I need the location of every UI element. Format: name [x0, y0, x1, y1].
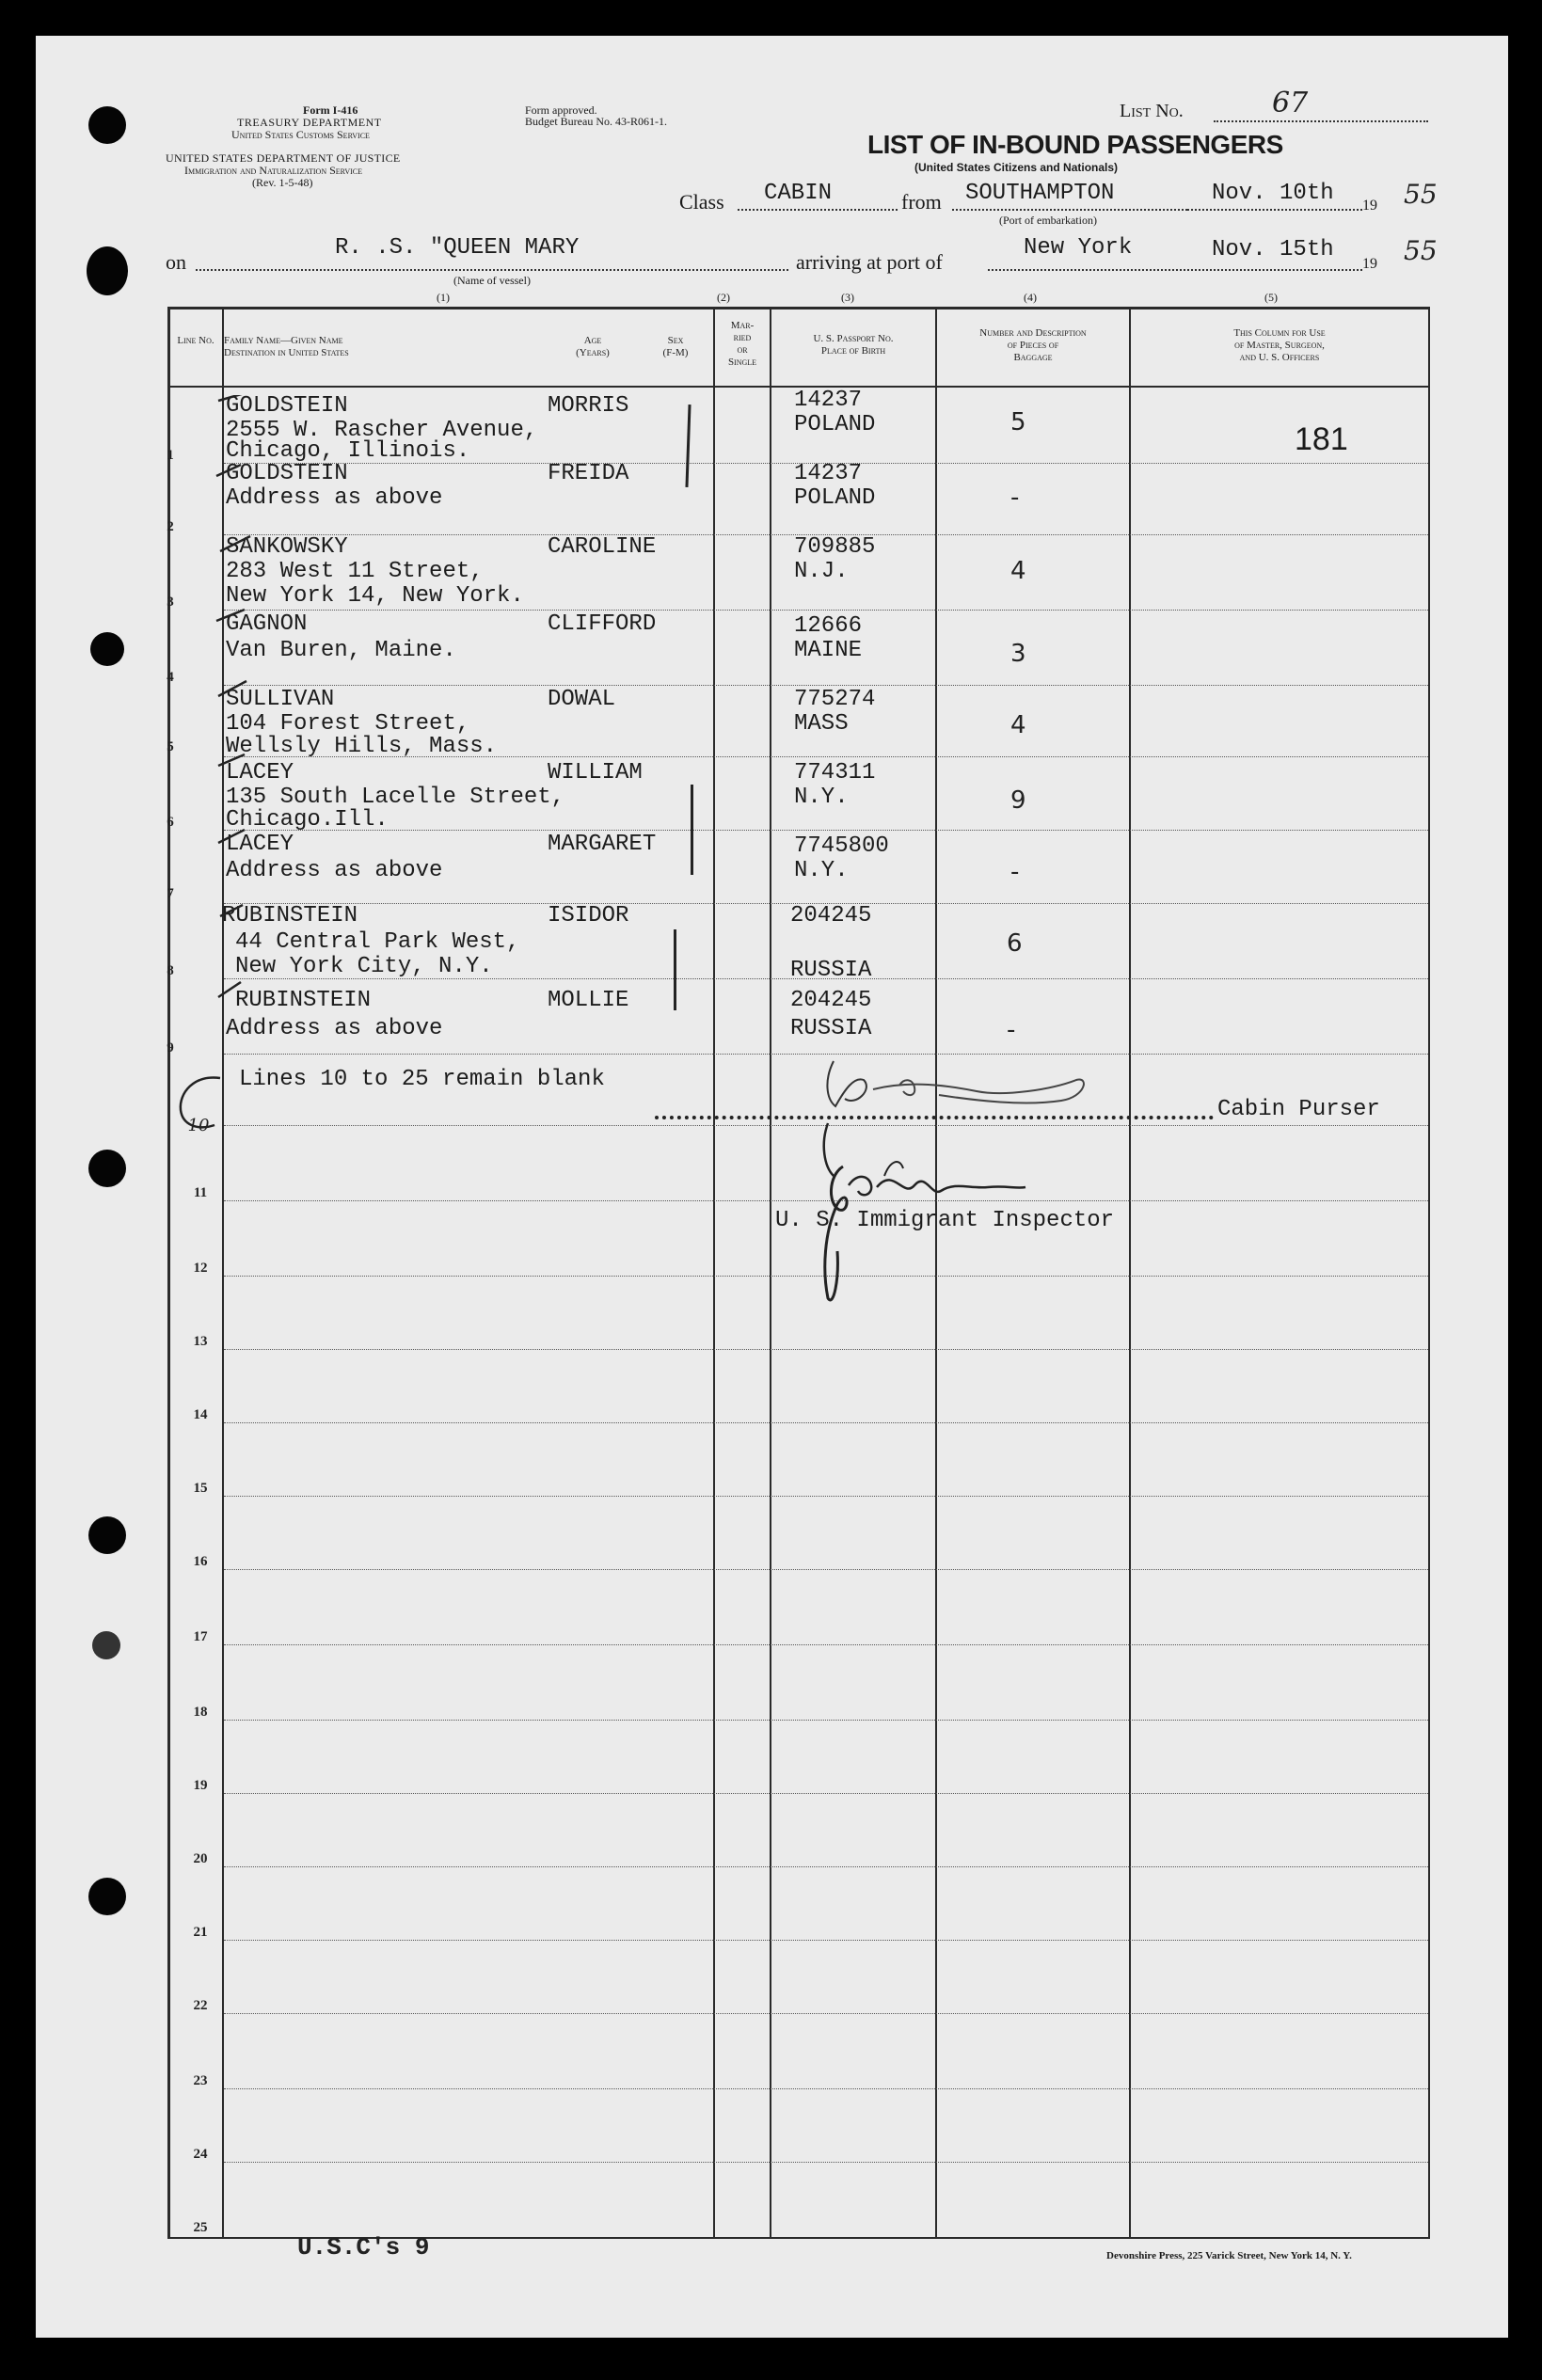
- line-number: 6: [167, 815, 174, 830]
- passport-no: 14237: [794, 461, 863, 486]
- birth-place: MAINE: [794, 638, 863, 663]
- document-title: LIST OF IN-BOUND PASSENGERS: [867, 130, 1283, 159]
- col-sex: Sex (F-M): [662, 335, 689, 358]
- birth-place: N.Y.: [794, 858, 849, 883]
- address-line: 135 South Lacelle Street,: [226, 785, 565, 810]
- birth-place: RUSSIA: [790, 1016, 872, 1041]
- given-name: CAROLINE: [548, 534, 657, 560]
- passport-no: 709885: [794, 534, 876, 560]
- row-separator: [224, 1644, 1428, 1645]
- justice-dept: UNITED STATES DEPARTMENT OF JUSTICE: [166, 151, 401, 165]
- family-name: RUBINSTEIN: [235, 988, 372, 1013]
- line-number: 21: [193, 1925, 208, 1940]
- line-number: 23: [193, 2073, 208, 2088]
- year-prefix-1: 19: [1362, 198, 1377, 214]
- col-num-4: (4): [1024, 291, 1037, 304]
- row-separator: [224, 1720, 1428, 1721]
- given-name: CLIFFORD: [548, 611, 657, 637]
- line-number: 17: [193, 1629, 208, 1644]
- family-name: GOLDSTEIN: [226, 393, 348, 419]
- port-embark-caption: (Port of embarkation): [999, 214, 1097, 227]
- line-number: 24: [193, 2147, 208, 2162]
- blank-lines-note: Lines 10 to 25 remain blank: [239, 1067, 605, 1092]
- passport-no: 204245: [790, 988, 872, 1013]
- address-line: New York 14, New York.: [226, 583, 524, 609]
- row-separator: [224, 1940, 1428, 1941]
- baggage-count: -: [1007, 1016, 1016, 1044]
- passport-no: 14237: [794, 388, 863, 413]
- line-number: 2: [167, 519, 174, 534]
- line-number: 8: [167, 963, 174, 978]
- baggage-count: -: [1010, 484, 1020, 512]
- passport-no: 774311: [794, 760, 876, 785]
- col-num-2: (2): [717, 291, 730, 304]
- birth-place: MASS: [794, 711, 849, 737]
- given-name: ISIDOR: [548, 903, 629, 928]
- row-separator: [224, 1496, 1428, 1497]
- line-number: 22: [193, 1998, 208, 2013]
- baggage-count: 4: [1010, 557, 1026, 585]
- budget-bureau: Budget Bureau No. 43-R061-1.: [525, 115, 667, 128]
- line-number: 14: [193, 1407, 208, 1422]
- arrival-date: Nov. 15th: [1212, 237, 1334, 262]
- punch-hole: [88, 1516, 126, 1554]
- row-separator: [224, 2013, 1428, 2014]
- family-name: GAGNON: [226, 611, 308, 637]
- col-name: Family Name—Given Name Destination in United States: [224, 335, 349, 358]
- punch-hole: [87, 246, 128, 295]
- address-line: 44 Central Park West,: [235, 929, 520, 955]
- line-number: 18: [193, 1705, 208, 1720]
- row-separator: [224, 1793, 1428, 1794]
- col-passport: U. S. Passport No. Place of Birth: [813, 333, 894, 357]
- printer-imprint: Devonshire Press, 225 Varick Street, New York 14, N. Y.: [1106, 2250, 1352, 2261]
- row-separator: [224, 685, 1428, 686]
- birth-place: N.Y.: [794, 785, 849, 810]
- revision: (Rev. 1-5-48): [252, 176, 313, 189]
- row-separator: [224, 1866, 1428, 1867]
- col-age: Age (Years): [576, 335, 610, 358]
- line-number: 4: [167, 670, 174, 685]
- footer-code: U.S.C's 9: [297, 2233, 430, 2261]
- line-number: 25: [193, 2220, 208, 2235]
- address-line: Wellsly Hills, Mass.: [226, 734, 498, 759]
- from-label: from: [901, 190, 942, 214]
- family-bracket: [691, 785, 693, 875]
- baggage-count: 9: [1010, 786, 1026, 815]
- line-number: 20: [193, 1851, 208, 1866]
- row-separator: [224, 2162, 1428, 2163]
- address-line: 104 Forest Street,: [226, 711, 470, 737]
- vessel-caption: (Name of vessel): [453, 274, 531, 287]
- from-value: SOUTHAMPTON: [965, 181, 1115, 206]
- birth-place: N.J.: [794, 559, 849, 584]
- ink-blot: [92, 1631, 120, 1659]
- col-num-5: (5): [1264, 291, 1278, 304]
- family-bracket: [674, 929, 676, 1010]
- address-line: Chicago, Illinois.: [226, 438, 470, 464]
- customs-service: United States Customs Service: [231, 128, 370, 141]
- family-name: SANKOWSKY: [226, 534, 348, 560]
- given-name: FREIDA: [548, 461, 629, 486]
- treasury-dept: TREASURY DEPARTMENT: [237, 116, 382, 129]
- col-officers: This Column for Use of Master, Surgeon, and U. S. Officers: [1233, 327, 1326, 363]
- family-name: RUBINSTEIN: [222, 903, 358, 928]
- row-separator: [224, 830, 1428, 831]
- depart-year: 55: [1404, 179, 1438, 210]
- address-line: 2555 W. Rascher Avenue,: [226, 418, 538, 443]
- ins: Immigration and Naturalization Service: [184, 164, 363, 177]
- on-label: on: [166, 250, 186, 274]
- address-line: 283 West 11 Street,: [226, 559, 484, 584]
- address-line: New York City, N.Y.: [235, 954, 493, 979]
- baggage-count: 5: [1010, 408, 1026, 436]
- line-number: 15: [193, 1481, 208, 1496]
- given-name: MOLLIE: [548, 988, 629, 1013]
- tick-marks: [213, 395, 278, 1072]
- address-line: Chicago.Ill.: [226, 807, 389, 833]
- col-line-no: Line No.: [177, 335, 215, 346]
- line-number: 5: [167, 739, 174, 754]
- line-number: 11: [193, 1185, 208, 1200]
- arrival-port: New York: [1024, 235, 1133, 261]
- baggage-count: 3: [1010, 640, 1026, 668]
- family-name: LACEY: [226, 760, 294, 785]
- given-name: DOWAL: [548, 687, 616, 712]
- passport-no: 204245: [790, 903, 872, 928]
- punch-hole: [88, 1150, 126, 1187]
- col-num-3: (3): [841, 291, 854, 304]
- list-no-label: List No.: [1120, 101, 1184, 121]
- table-top-border: [167, 307, 1430, 309]
- year-prefix-2: 19: [1362, 256, 1377, 272]
- passport-no: 12666: [794, 613, 863, 639]
- line-number: 9: [167, 1040, 174, 1055]
- ink-blot: [90, 632, 124, 666]
- line-number: 16: [193, 1554, 208, 1569]
- col-married: Mar- ried or Single: [727, 320, 757, 368]
- col-baggage: Number and Description of Pieces of Baggage: [979, 327, 1087, 363]
- address-line: Address as above: [226, 1016, 443, 1041]
- row-separator: [224, 1569, 1428, 1570]
- purser-signature: [788, 1052, 1127, 1127]
- col-num-1: (1): [437, 291, 450, 304]
- depart-date: Nov. 10th: [1212, 181, 1334, 206]
- baggage-count: 4: [1010, 711, 1026, 739]
- address-line: Van Buren, Maine.: [226, 638, 456, 663]
- punch-hole: [88, 1878, 126, 1915]
- passport-no: 775274: [794, 687, 876, 712]
- punch-hole: [88, 106, 126, 144]
- birth-place: POLAND: [794, 412, 876, 437]
- line-number: 10: [187, 1116, 210, 1135]
- row-separator: [224, 610, 1428, 611]
- line-number: 3: [167, 595, 174, 610]
- arrival-year: 55: [1404, 235, 1438, 266]
- row-separator: [224, 2088, 1428, 2089]
- form-number: Form I-416: [303, 103, 358, 117]
- officer-note: 181: [1295, 421, 1348, 457]
- line-number: 19: [193, 1778, 208, 1793]
- vessel-name: R. .S. "QUEEN MARY: [335, 235, 580, 261]
- birth-place: POLAND: [794, 485, 876, 511]
- form-approved: Form approved.: [525, 103, 597, 117]
- address-line: Address as above: [226, 858, 443, 883]
- address-line: Address as above: [226, 485, 443, 511]
- manifest-sheet: [36, 36, 1508, 2338]
- cabin-purser-label: Cabin Purser: [1217, 1097, 1380, 1122]
- given-name: MORRIS: [548, 393, 629, 419]
- row-separator: [224, 1349, 1428, 1350]
- class-value: CABIN: [764, 181, 833, 206]
- given-name: MARGARET: [548, 832, 657, 857]
- baggage-count: -: [1010, 858, 1020, 886]
- passport-no: 7745800: [794, 833, 889, 859]
- family-name: GOLDSTEIN: [226, 461, 348, 486]
- baggage-count: 6: [1007, 929, 1023, 958]
- family-name: SULLIVAN: [226, 687, 335, 712]
- arriving-label: arriving at port of: [796, 250, 943, 274]
- row-separator: [224, 1422, 1428, 1423]
- line-number: 7: [167, 886, 174, 901]
- line-number: 1: [167, 448, 174, 463]
- list-no-value: 67: [1272, 87, 1309, 119]
- inspector-label: U. S. Immigrant Inspector: [775, 1208, 1115, 1233]
- given-name: WILLIAM: [548, 760, 643, 785]
- line-number: 12: [193, 1261, 208, 1276]
- family-name: LACEY: [226, 832, 294, 857]
- class-label: Class: [679, 190, 724, 214]
- line-number: 13: [193, 1334, 208, 1349]
- birth-place: RUSSIA: [790, 958, 872, 983]
- document-subtitle: (United States Citizens and Nationals): [914, 161, 1119, 174]
